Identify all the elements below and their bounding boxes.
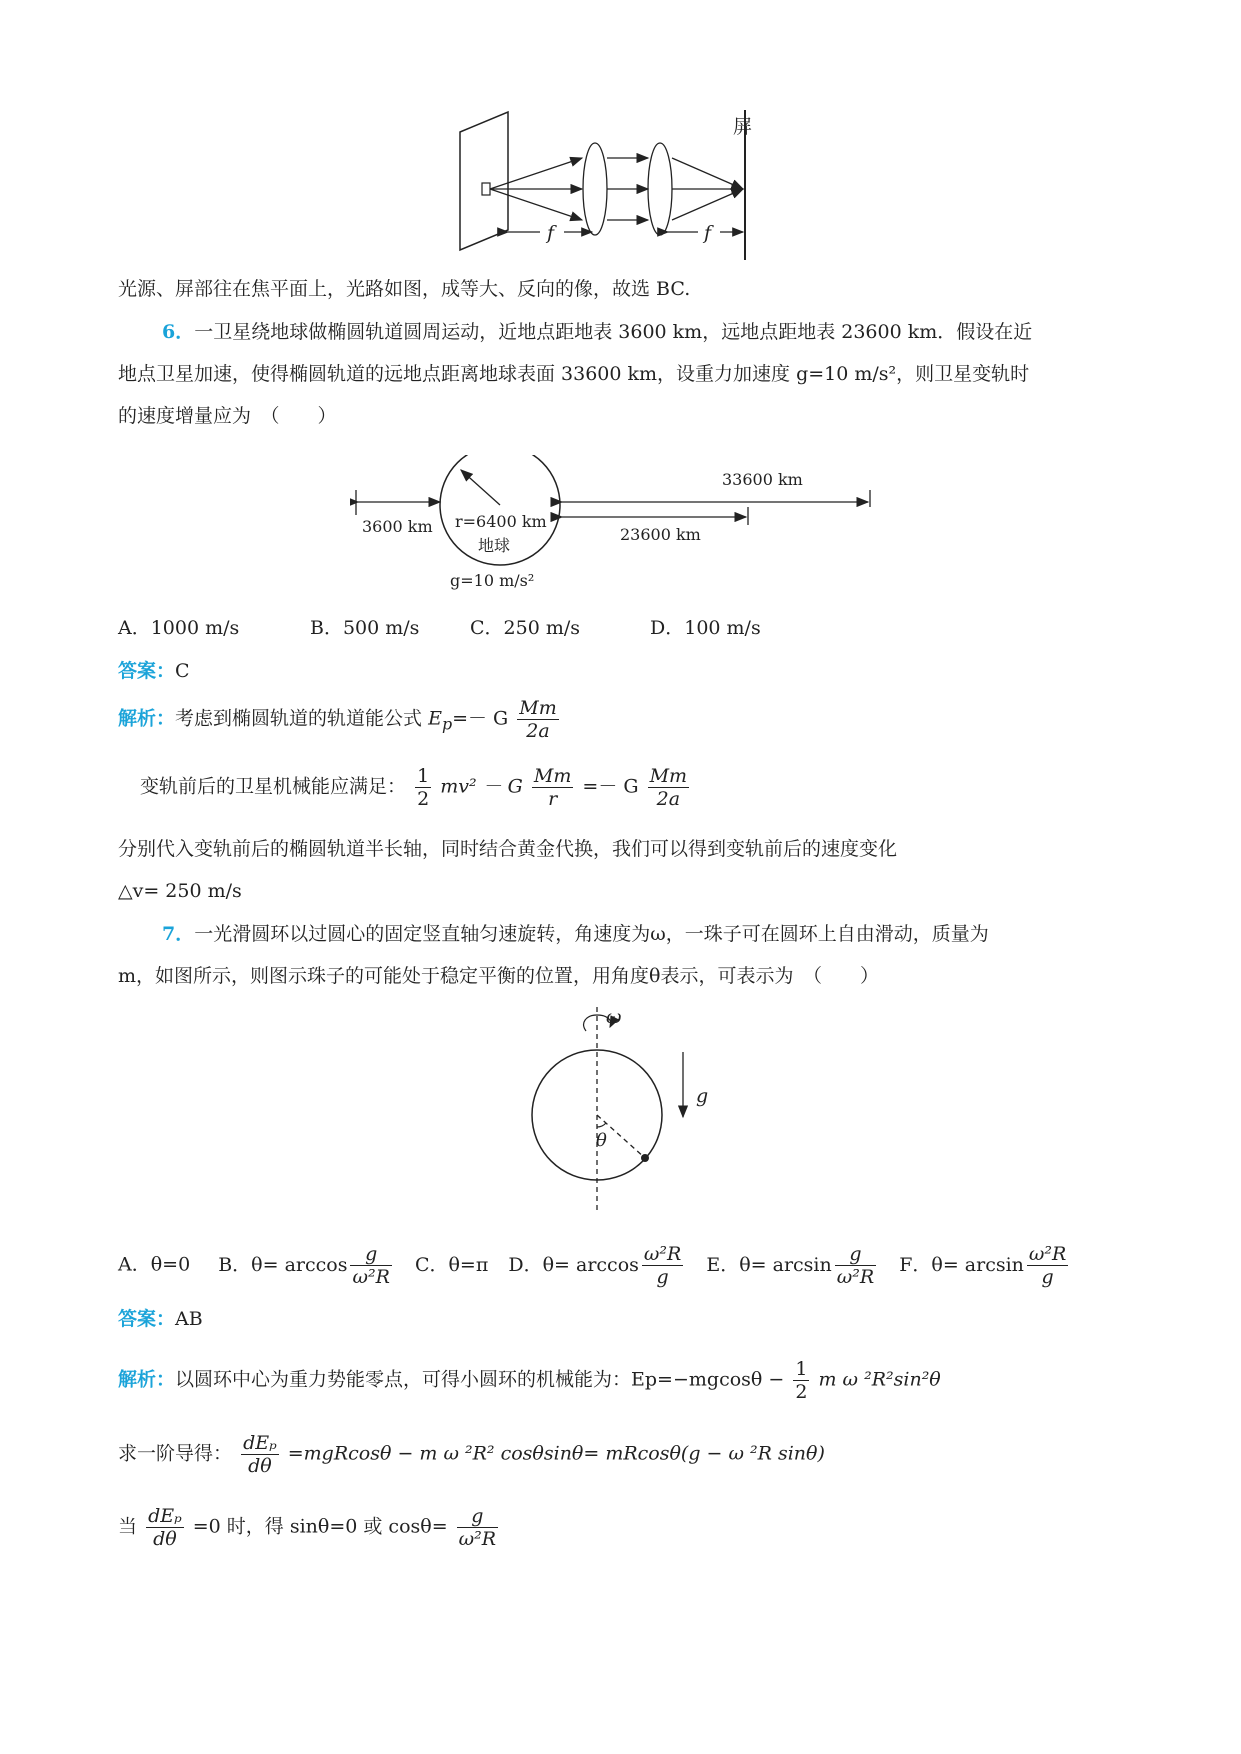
frac-half-2: $\frac{1}{2}$ xyxy=(795,1358,808,1403)
frac-g-w2R-3: $\frac{g}{\text{ω²R}}$ xyxy=(458,1505,497,1550)
far-dist-label: 33600 km xyxy=(722,470,803,489)
answer-value: C xyxy=(175,660,190,682)
deriv-text: 求一阶导得： xyxy=(118,1442,233,1465)
q7-analysis1 xyxy=(118,1358,941,1403)
frac-dEp-dtheta-2: $\frac{\text{dEₚ}}{d\theta}$ xyxy=(148,1505,182,1550)
analysis1-text: 以圆环中心为重力势能零点，可得小圆环的机械能为：Ep=−mgcosθ − xyxy=(175,1368,785,1391)
q7-option-c: C．θ=π xyxy=(414,1253,489,1276)
q7-option-a: A．θ=0 xyxy=(118,1253,191,1276)
formula-E: E xyxy=(428,707,442,730)
analysis2-eq: =－ G xyxy=(582,775,639,798)
analysis1-text: 考虑到椭圆轨道的轨道能公式 xyxy=(175,707,429,730)
q7-option-d: D．θ= arccos xyxy=(508,1253,639,1276)
q6-analysis1 xyxy=(118,697,562,742)
earth-label: 地球 xyxy=(478,536,511,555)
q6-answer xyxy=(118,657,190,685)
lens-1 xyxy=(583,143,607,235)
q6-option-a: A．1000 m/s xyxy=(118,617,240,639)
q7-conclusion xyxy=(118,1505,501,1550)
left-dist-label: 3600 km xyxy=(362,517,433,536)
f-label-1: f xyxy=(547,222,555,244)
q6-line3: 的速度增量应为 （ ） xyxy=(118,405,337,427)
q6-option-d: D．100 m/s xyxy=(650,617,761,639)
omega-label: ω xyxy=(606,1006,622,1028)
light-source-board xyxy=(460,112,508,250)
frac-w2R-g-2: $\frac{\text{ω²R}}{g}$ xyxy=(1028,1243,1067,1288)
lens-2 xyxy=(648,143,672,235)
frac-g-w2R: $\frac{g}{\text{ω²R}}$ xyxy=(352,1243,390,1288)
q7-option-e: E．θ= arcsin xyxy=(706,1253,832,1276)
lens-caption: 光源、屏部往在焦平面上，光路如图，成等大、反向的像，故选 BC. xyxy=(118,278,691,300)
radius-label: r=6400 km xyxy=(455,512,547,531)
frac-Mm-r: $\frac{Mm}{r}$ xyxy=(533,765,572,810)
frac-g-w2R-2: $\frac{g}{\text{ω²R}}$ xyxy=(836,1243,875,1288)
f-label-2: f xyxy=(704,222,712,244)
q6-line2: 地点卫星加速，使得椭圆轨道的远地点距离地球表面 33600 km，设重力加速度 g=10 m/s²，则卫星变轨时 xyxy=(118,363,1030,385)
answer-label: 答案： xyxy=(118,1308,176,1330)
analysis-label: 解析： xyxy=(118,707,176,730)
when-text: 当 xyxy=(118,1515,138,1538)
q7-number: 7． xyxy=(162,923,195,945)
frac-dEp-dtheta: $\frac{\text{dEₚ}}{d\theta}$ xyxy=(243,1432,277,1477)
q7-answer xyxy=(118,1305,203,1333)
q7-option-b: B．θ= arccos xyxy=(218,1253,348,1276)
bead xyxy=(641,1154,649,1162)
gravity-label: g=10 m/s² xyxy=(450,571,535,590)
formula-sub: p xyxy=(441,714,453,734)
frac-Mm-2a: $\frac{Mm}{2a}$ xyxy=(519,697,557,742)
frac-Mm-2a-2: $\frac{Mm}{2a}$ xyxy=(649,765,688,810)
q7-line2: m，如图所示，则图示珠子的可能处于稳定平衡的位置，用角度θ表示，可表示为 （ ） xyxy=(118,965,879,987)
q6-text1: 一卫星绕地球做椭圆轨道圆周运动，近地点距地表 3600 km，远地点距地表 23600 km．假设在近 xyxy=(194,321,1033,343)
ring-diagram xyxy=(520,1005,730,1215)
answer-label: 答案： xyxy=(118,660,176,682)
theta-label: θ xyxy=(596,1130,607,1151)
light-source xyxy=(482,183,490,195)
q6-analysis2 xyxy=(140,765,692,810)
analysis-label: 解析： xyxy=(118,1368,176,1391)
q7-option-f: F．θ= arcsin xyxy=(899,1253,1024,1276)
q6-line1 xyxy=(162,318,1032,346)
lens-diagram xyxy=(440,110,790,260)
analysis2-mid: mv² － G xyxy=(440,775,523,798)
analysis2-text: 变轨前后的卫星机械能应满足： xyxy=(140,775,407,798)
deriv-rest: =mgRcosθ − m ω ²R² cosθsinθ= mRcosθ(g − ω ²R sinθ) xyxy=(287,1442,825,1465)
frac-half: $\frac{1}{2}$ xyxy=(417,765,430,810)
screen-label: 屏 xyxy=(733,116,753,138)
g-label: g xyxy=(696,1085,709,1107)
q7-derivative xyxy=(118,1432,825,1477)
q6-number: 6． xyxy=(162,321,195,343)
q7-line1 xyxy=(162,920,989,948)
q6-analysis3: 分别代入变轨前后的椭圆轨道半长轴，同时结合黄金代换，我们可以得到变轨前后的速度变化 xyxy=(118,838,898,860)
when-rest: =0 时，得 sinθ=0 或 cosθ= xyxy=(192,1515,448,1538)
q7-options xyxy=(118,1243,1071,1288)
mid-dist-label: 23600 km xyxy=(620,525,701,544)
formula-rest: =－ G xyxy=(452,707,509,730)
frac-w2R-g: $\frac{\text{ω²R}}{g}$ xyxy=(643,1243,682,1288)
analysis1-tail: m ω ²R²sin²θ xyxy=(818,1368,941,1391)
earth-orbit-diagram xyxy=(350,455,880,590)
q7-text1: 一光滑圆环以过圆心的固定竖直轴匀速旋转，角速度为ω，一珠子可在圆环上自由滑动，质量为 xyxy=(194,923,989,945)
q6-option-c: C．250 m/s xyxy=(470,617,581,639)
answer-value: AB xyxy=(175,1308,203,1330)
q6-option-b: B．500 m/s xyxy=(310,617,420,639)
q6-analysis4: △v= 250 m/s xyxy=(118,880,242,902)
